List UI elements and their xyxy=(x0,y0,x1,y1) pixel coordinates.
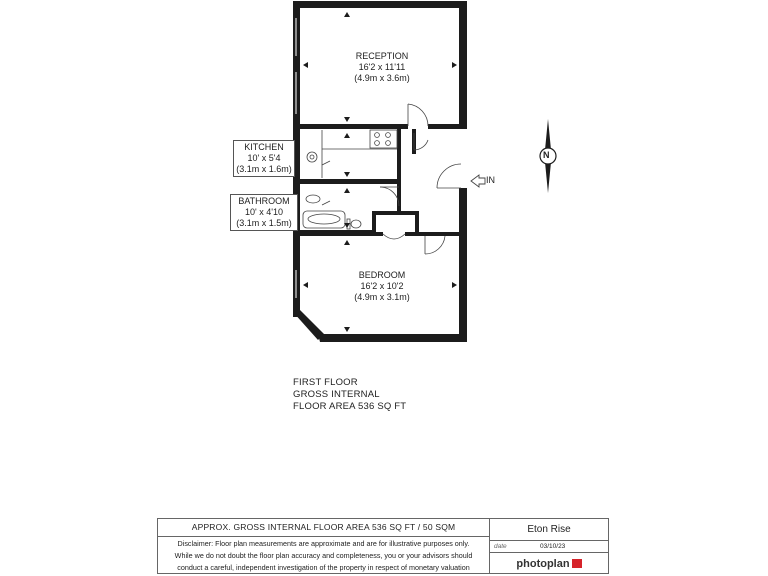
floor-area-summary xyxy=(293,377,406,413)
bathroom-fixtures xyxy=(303,195,361,229)
bedroom-label xyxy=(340,270,424,303)
brand-mark-icon xyxy=(572,559,582,568)
interior-walls xyxy=(293,124,467,236)
property-name: Eton Rise xyxy=(490,519,608,541)
kitchen-imperial: 10' x 5'4 xyxy=(247,153,281,163)
reception-imperial: 16'2 x 11'11 xyxy=(358,62,406,72)
brand-name: photoplan xyxy=(516,558,570,570)
floor-area-heading: GROSS INTERNAL xyxy=(293,389,380,400)
kitchen-label xyxy=(233,140,295,177)
disclaimer-line-1: Disclaimer: Floor plan measurements are approximate and are for illustrative purposes only. xyxy=(177,539,470,548)
date-value: 03/10/23 xyxy=(540,543,566,550)
brand-logo xyxy=(490,554,608,574)
floor-name: FIRST FLOOR xyxy=(293,377,358,388)
date-row xyxy=(490,541,608,553)
kitchen-metric: (3.1m x 1.6m) xyxy=(236,164,292,174)
footer-left-panel xyxy=(158,519,490,573)
reception-label xyxy=(340,51,424,84)
kitchen-fixtures xyxy=(307,130,397,178)
disclaimer-line-3: conduct a careful, independent investigation of the property in respect of monetary valuation xyxy=(177,563,470,572)
bedroom-name: BEDROOM xyxy=(358,270,406,280)
date-label: date xyxy=(494,543,507,550)
entrance-arrow xyxy=(471,175,485,187)
bedroom-metric: (4.9m x 3.1m) xyxy=(354,292,410,302)
footer-right-panel xyxy=(490,519,608,573)
bedroom-imperial: 16'2 x 10'2 xyxy=(360,281,404,291)
approx-area-text: APPROX. GROSS INTERNAL FLOOR AREA 536 SQ FT / 50 SQM xyxy=(158,519,489,537)
reception-metric: (4.9m x 3.6m) xyxy=(354,73,410,83)
floor-area-value: FLOOR AREA 536 SQ FT xyxy=(293,401,407,412)
bathroom-name: BATHROOM xyxy=(238,196,290,206)
bathroom-label xyxy=(230,194,298,231)
entrance-label: IN xyxy=(486,175,495,185)
reception-name: RECEPTION xyxy=(355,51,409,61)
disclaimer xyxy=(158,538,489,574)
kitchen-name: KITCHEN xyxy=(244,142,284,152)
footer-info-box xyxy=(157,518,609,574)
bathroom-metric: (3.1m x 1.5m) xyxy=(236,218,292,228)
compass-north-label: N xyxy=(543,150,550,160)
disclaimer-line-2: While we do not doubt the floor plan accuracy and completeness, you or your advisors should xyxy=(174,551,473,560)
bathroom-imperial: 10' x 4'10 xyxy=(245,207,283,217)
